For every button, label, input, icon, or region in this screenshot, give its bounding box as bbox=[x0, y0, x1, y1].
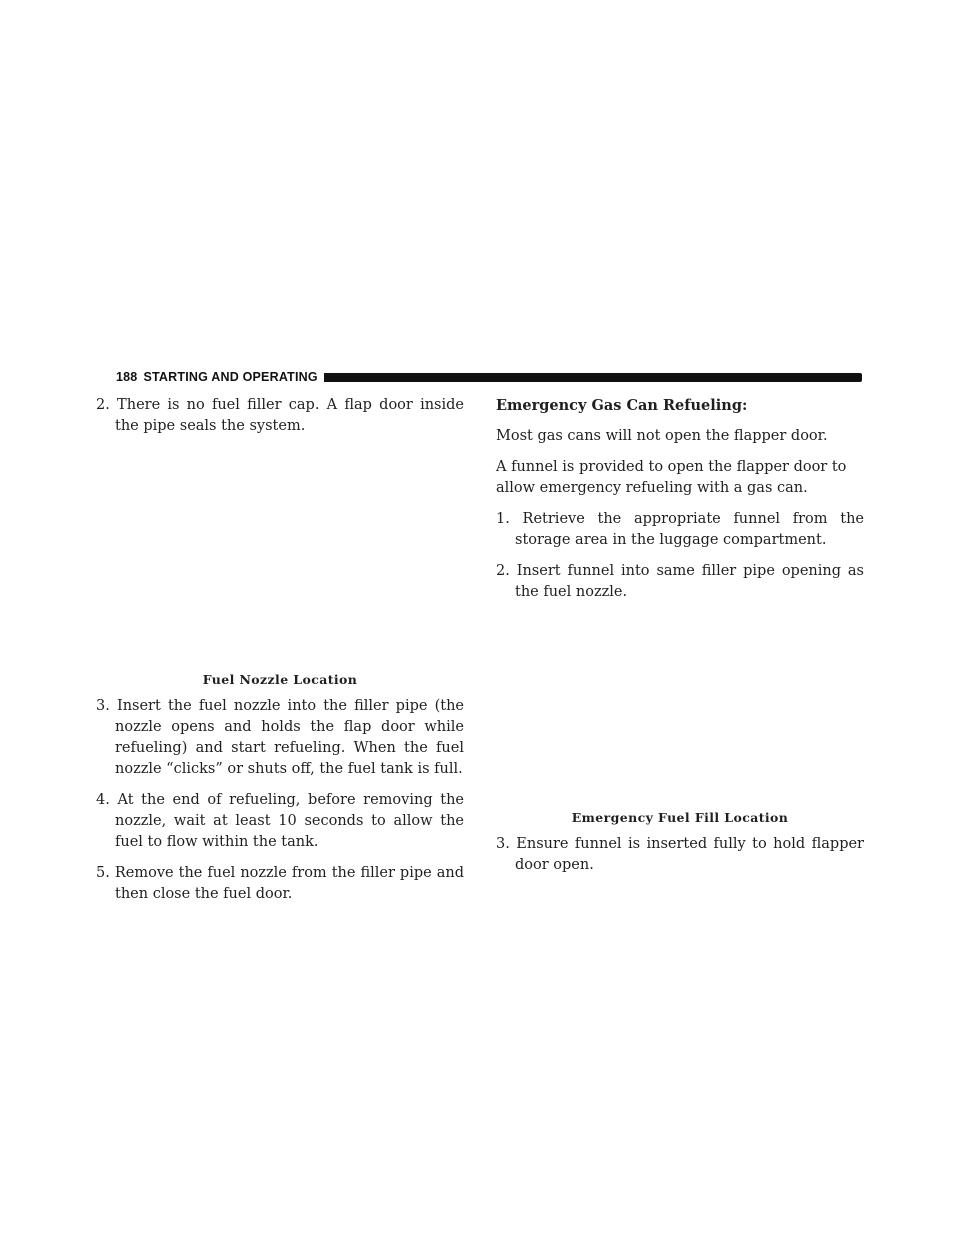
figure-caption-emergency-fuel-fill: Emergency Fuel Fill Location bbox=[571, 810, 789, 825]
step-2-text: 2. There is no fuel filler cap. A flap door inside the pipe seals the system. bbox=[96, 397, 464, 434]
paragraph-funnel: A funnel is provided to open the flapper door to allow emergency refueling with a gas can. bbox=[496, 459, 847, 496]
page-number: 188 bbox=[116, 370, 138, 384]
section-heading: Emergency Gas Can Refueling: bbox=[496, 397, 748, 414]
right-column bbox=[496, 395, 864, 886]
step-3-text: 3. Insert the fuel nozzle into the filler pipe (the nozzle opens and holds the flap door while refueling) and start refueling. When the fuel nozzle “clicks” or shuts off, the fuel tank is full. bbox=[96, 698, 464, 777]
page-header bbox=[116, 369, 862, 385]
section-title: STARTING AND OPERATING bbox=[143, 370, 318, 384]
emergency-step-3-text: 3. Ensure funnel is inserted fully to hold flapper door open. bbox=[496, 836, 864, 873]
emergency-step-2-text: 2. Insert funnel into same filler pipe opening as the fuel nozzle. bbox=[496, 563, 864, 600]
emergency-fuel-fill-figure-area bbox=[496, 613, 864, 807]
fuel-nozzle-figure-area bbox=[96, 447, 464, 669]
header-rule bbox=[324, 373, 862, 382]
paragraph-gas-cans: Most gas cans will not open the flapper door. bbox=[496, 428, 828, 444]
step-5-text: 5. Remove the fuel nozzle from the filler pipe and then close the fuel door. bbox=[96, 865, 464, 902]
left-column bbox=[96, 395, 464, 915]
step-4-text: 4. At the end of refueling, before removing the nozzle, wait at least 10 seconds to allow the fuel to flow within the tank. bbox=[96, 792, 464, 850]
emergency-step-1-text: 1. Retrieve the appropriate funnel from the storage area in the luggage compartment. bbox=[496, 511, 864, 548]
figure-caption-fuel-nozzle: Fuel Nozzle Location bbox=[202, 672, 358, 687]
